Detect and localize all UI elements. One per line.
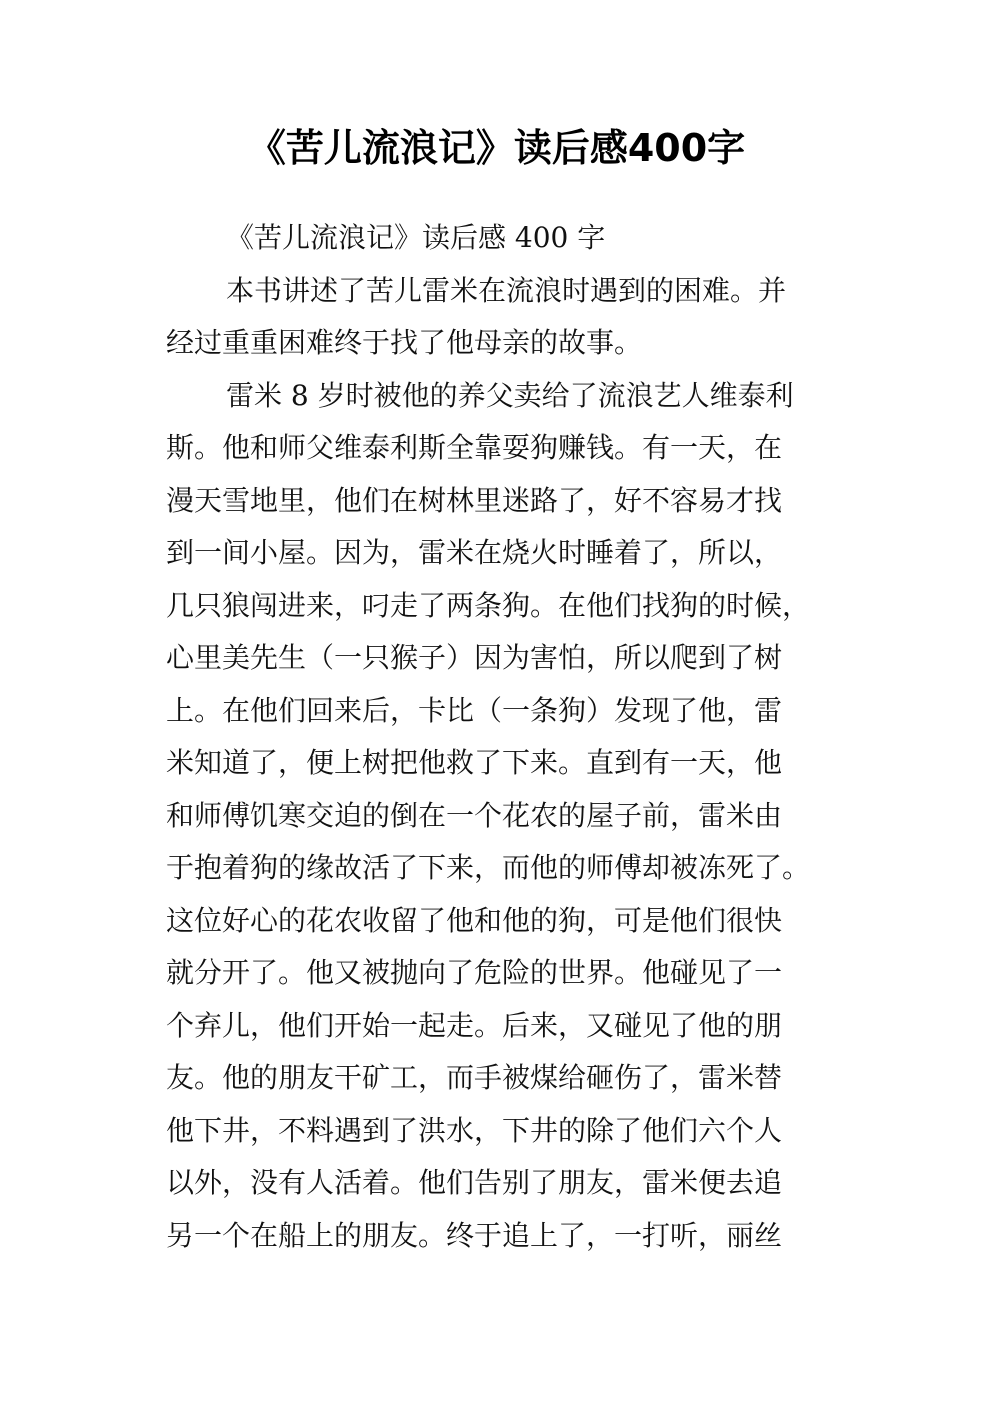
paragraph-line: 几只狼闯进来，叼走了两条狗。在他们找狗的时候，	[166, 588, 811, 622]
paragraph-line: 就分开了。他又被抛向了危险的世界。他碰见了一	[166, 956, 783, 989]
paragraph-line: 心里美先生（一只猴子）因为害怕，所以爬到了树	[166, 641, 783, 674]
subtitle-line: 《苦儿流浪记》读后感 400 字	[226, 221, 606, 254]
paragraph-line: 上。在他们回来后，卡比（一条狗）发现了他，雷	[166, 693, 783, 727]
paragraph-line: 他下井，不料遇到了洪水，下井的除了他们六个人	[166, 1113, 783, 1147]
paragraph-line: 漫天雪地里，他们在树林里迷路了，好不容易才找	[166, 483, 783, 517]
paragraph-line: 到一间小屋。因为，雷米在烧火时睡着了，所以，	[166, 536, 783, 569]
paragraph-line: 和师傅饥寒交迫的倒在一个花农的屋子前，雷米由	[166, 798, 783, 832]
paragraph-line: 于抱着狗的缘故活了下来，而他的师傅却被冻死了。	[166, 851, 811, 884]
paragraph-line: 经过重重困难终于找了他母亲的故事。	[166, 326, 643, 359]
paragraph-line: 斯。他和师父维泰利斯全靠耍狗赚钱。有一天，在	[166, 431, 783, 464]
paragraph-line: 友。他的朋友干矿工，而手被煤给砸伤了，雷米替	[166, 1061, 783, 1094]
paragraph-line: 以外，没有人活着。他们告别了朋友，雷米便去追	[166, 1166, 783, 1199]
document-body	[166, 212, 830, 1262]
paragraph-line: 另一个在船上的朋友。终于追上了，一打听，丽丝	[166, 1218, 783, 1252]
paragraph-line: 这位好心的花农收留了他和他的狗，可是他们很快	[166, 903, 783, 937]
paragraph-line: 本书讲述了苦儿雷米在流浪时遇到的困难。并	[226, 273, 787, 307]
paragraph-line: 个弃儿，他们开始一起走。后来，又碰见了他的朋	[166, 1008, 783, 1042]
paragraph-line: 米知道了，便上树把他救了下来。直到有一天，他	[166, 746, 783, 779]
paragraph-line: 雷米 8 岁时被他的养父卖给了流浪艺人维泰利	[226, 378, 794, 412]
document-title: 《苦儿流浪记》读后感400字	[247, 126, 746, 170]
